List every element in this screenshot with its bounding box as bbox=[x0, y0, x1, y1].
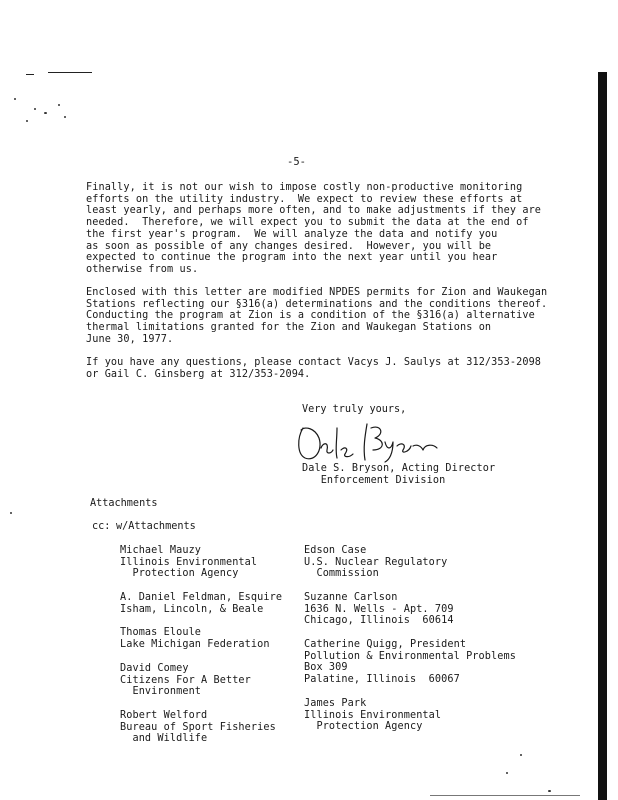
scan-speck bbox=[10, 512, 12, 514]
scan-speck bbox=[520, 754, 522, 756]
recipient-block: Robert Welford Bureau of Sport Fisheries and Wildlife bbox=[120, 710, 276, 745]
scan-speck bbox=[64, 116, 66, 118]
signer-name-title: Dale S. Bryson, Acting Director bbox=[302, 463, 496, 474]
recipient-block: Catherine Quigg, President Pollution & Environmental Problems Box 309 Palatine, Illinois 60067 bbox=[304, 639, 516, 686]
cc-note: w/Attachments bbox=[116, 521, 196, 532]
scan-dash-mark bbox=[48, 72, 92, 73]
scan-speck bbox=[58, 104, 60, 106]
recipient-block: A. Daniel Feldman, Esquire Isham, Lincoln, & Beale bbox=[120, 592, 283, 615]
recipient-block: David Comey Citizens For A Better Environment bbox=[120, 663, 251, 698]
recipient-block: Edson Case U.S. Nuclear Regulatory Commission bbox=[304, 545, 448, 580]
paragraph-permits: Enclosed with this letter are modified NPDES permits for Zion and Waukegan Stations reflecting our §316(a) determinations and the conditions thereof. Conducting the program at Zion is a condition of the §316(a) alternative thermal limitations granted for the Zion and Waukegan Stations on June 30, 1977. bbox=[86, 287, 548, 345]
scan-speck bbox=[44, 112, 47, 114]
attachments-label: Attachments bbox=[90, 498, 158, 509]
paragraph-contact: If you have any questions, please contact Vacys J. Saulys at 312/353-2098 or Gail C. Ginsberg at 312/353-2094. bbox=[86, 357, 542, 380]
scan-dash-mark-3 bbox=[430, 795, 580, 796]
scan-speck bbox=[548, 790, 551, 792]
cc-line bbox=[92, 521, 196, 532]
recipient-block: Thomas Eloule Lake Michigan Federation bbox=[120, 627, 270, 650]
scan-dash-mark-2 bbox=[26, 74, 34, 75]
handwritten-signature bbox=[293, 420, 443, 464]
cc-label: cc: bbox=[92, 521, 111, 532]
recipient-block: James Park Illinois Environmental Protection Agency bbox=[304, 698, 442, 733]
page-number: -5- bbox=[287, 156, 306, 168]
recipient-block: Suzanne Carlson 1636 N. Wells - Apt. 709 Chicago, Illinois 60614 bbox=[304, 592, 454, 627]
scan-speck bbox=[506, 772, 508, 774]
closing-salutation: Very truly yours, bbox=[302, 404, 407, 415]
scan-speck bbox=[26, 120, 28, 122]
recipient-block: Michael Mauzy Illinois Environmental Protection Agency bbox=[120, 545, 258, 580]
scan-speck bbox=[14, 98, 16, 100]
signer-division: Enforcement Division bbox=[302, 474, 446, 486]
scan-speck bbox=[34, 108, 36, 110]
scan-edge-bar bbox=[598, 72, 607, 800]
paragraph-monitoring: Finally, it is not our wish to impose costly non-productive monitoring efforts on the utility industry. We expect to review these efforts at least yearly, and perhaps more often, and to make adjustments if they are needed. Therefore, we will expect you to submit the data at the end of the first year's program. We will analyze the data and notify you as soon as possible of any changes desired. However, you will be expected to continue the program into the next year until you hear otherwise from us. bbox=[86, 182, 542, 275]
signer-block bbox=[302, 463, 495, 486]
